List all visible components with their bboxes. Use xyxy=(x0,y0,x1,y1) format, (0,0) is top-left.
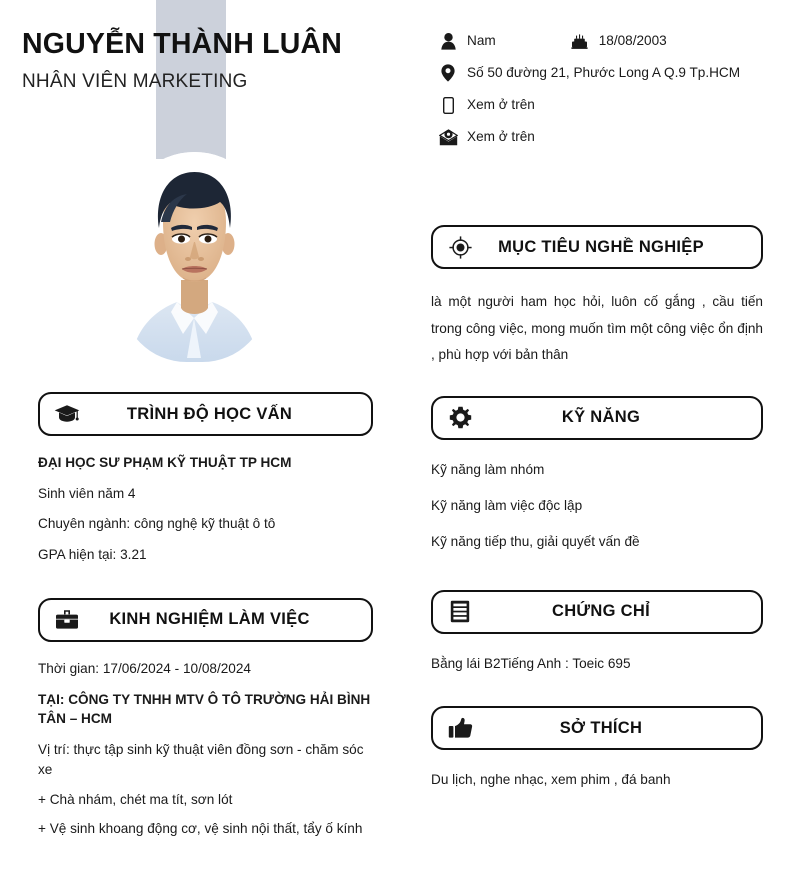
briefcase-icon xyxy=(40,609,94,630)
education-school: ĐẠI HỌC SƯ PHẠM KỸ THUẬT TP HCM xyxy=(38,455,292,470)
spacer xyxy=(431,568,763,590)
section-header-certificates[interactable] xyxy=(431,590,763,634)
spacer xyxy=(38,576,373,598)
contact-row xyxy=(437,94,787,116)
education-gpa: GPA hiện tại: 3.21 xyxy=(38,547,147,563)
contact-row xyxy=(437,126,787,148)
contact-gender-text: Nam xyxy=(467,33,496,49)
contact-phone-text: Xem ở trên xyxy=(467,97,535,113)
header-name-block xyxy=(22,28,422,94)
contact-email xyxy=(437,127,535,147)
certificates-body xyxy=(431,654,763,674)
certificates-text: Bằng lái B2Tiếng Anh : Toeic 695 xyxy=(431,655,631,671)
hobbies-text: Du lịch, nghe nhạc, xem phim , đá banh xyxy=(431,772,671,788)
spacer xyxy=(431,684,763,706)
objective-text: là một người ham học hỏi, luôn cố gắng , cầu tiến trong công việc, mong muốn tìm một công việc ổn định , phù hợp với bản thân xyxy=(431,294,763,362)
education-major: Chuyên ngành: công nghệ kỹ thuật ô tô xyxy=(38,516,276,532)
section-header-education[interactable] xyxy=(38,392,373,436)
skill-item: Kỹ năng làm nhóm xyxy=(431,461,545,477)
experience-duty: + Vệ sinh khoang động cơ, vệ sinh nội thất, tẩy ố kính xyxy=(38,821,363,837)
page-title: NGUYỄN THÀNH LUÂN xyxy=(22,28,343,60)
section-header-hobbies[interactable] xyxy=(431,706,763,750)
section-title-certificates: CHỨNG CHỈ xyxy=(552,602,650,621)
target-icon xyxy=(433,236,487,259)
skills-body xyxy=(431,460,763,551)
section-title-hobbies: SỞ THÍCH xyxy=(559,718,643,737)
section-header-objective[interactable] xyxy=(431,225,763,269)
section-title-objective: MỤC TIÊU NGHỀ NGHIỆP xyxy=(498,237,704,256)
contact-birthday-text: 18/08/2003 xyxy=(598,33,667,49)
objective-body xyxy=(431,289,763,369)
experience-duty: + Chà nhám, chét ma tít, sơn lót xyxy=(38,792,233,808)
contact-phone xyxy=(437,95,535,115)
section-title-experience: KINH NGHIỆM LÀM VIỆC xyxy=(109,610,310,629)
graduation-cap-icon xyxy=(40,404,94,424)
birthday-cake-icon xyxy=(569,31,591,51)
document-list-icon xyxy=(433,600,487,623)
experience-position: Vị trí: thực tập sinh kỹ thuật viên đồng sơn - chăm sóc xe xyxy=(38,741,364,777)
mobile-phone-icon xyxy=(437,95,459,115)
contact-birthday xyxy=(569,31,667,51)
contact-row xyxy=(437,62,787,84)
education-year: Sinh viên năm 4 xyxy=(38,485,136,501)
portrait-photo xyxy=(121,152,268,362)
education-body xyxy=(38,453,373,565)
experience-company: TẠI: CÔNG TY TNHH MTV Ô TÔ TRƯỜNG HẢI BÌNH TÂN – HCM xyxy=(38,691,371,727)
hobbies-body xyxy=(431,770,763,790)
contact-gender xyxy=(437,31,496,51)
contact-row xyxy=(437,30,787,52)
section-header-experience[interactable] xyxy=(38,598,373,642)
right-column xyxy=(431,225,763,801)
person-icon xyxy=(437,31,459,51)
experience-period: Thời gian: 17/06/2024 - 10/08/2024 xyxy=(38,660,251,676)
section-title-education: TRÌNH ĐỘ HỌC VẤN xyxy=(126,404,293,423)
contact-info xyxy=(437,30,787,158)
location-pin-icon xyxy=(437,63,459,83)
spacer xyxy=(431,369,763,396)
contact-address xyxy=(437,63,740,83)
skill-item: Kỹ năng tiếp thu, giải quyết vấn đề xyxy=(431,533,640,549)
email-envelope-icon xyxy=(437,127,459,147)
thumbs-up-icon xyxy=(433,717,487,739)
job-title: NHÂN VIÊN MARKETING xyxy=(22,70,248,92)
section-title-skills: KỸ NĂNG xyxy=(561,408,641,426)
section-header-skills[interactable] xyxy=(431,396,763,440)
left-column xyxy=(38,392,373,848)
skill-item: Kỹ năng làm việc độc lập xyxy=(431,497,583,513)
avatar xyxy=(121,152,268,362)
contact-address-text: Số 50 đường 21, Phước Long A Q.9 Tp.HCM xyxy=(467,65,741,81)
contact-email-text: Xem ở trên xyxy=(467,129,535,145)
gear-icon xyxy=(433,406,487,429)
experience-body xyxy=(38,659,373,839)
